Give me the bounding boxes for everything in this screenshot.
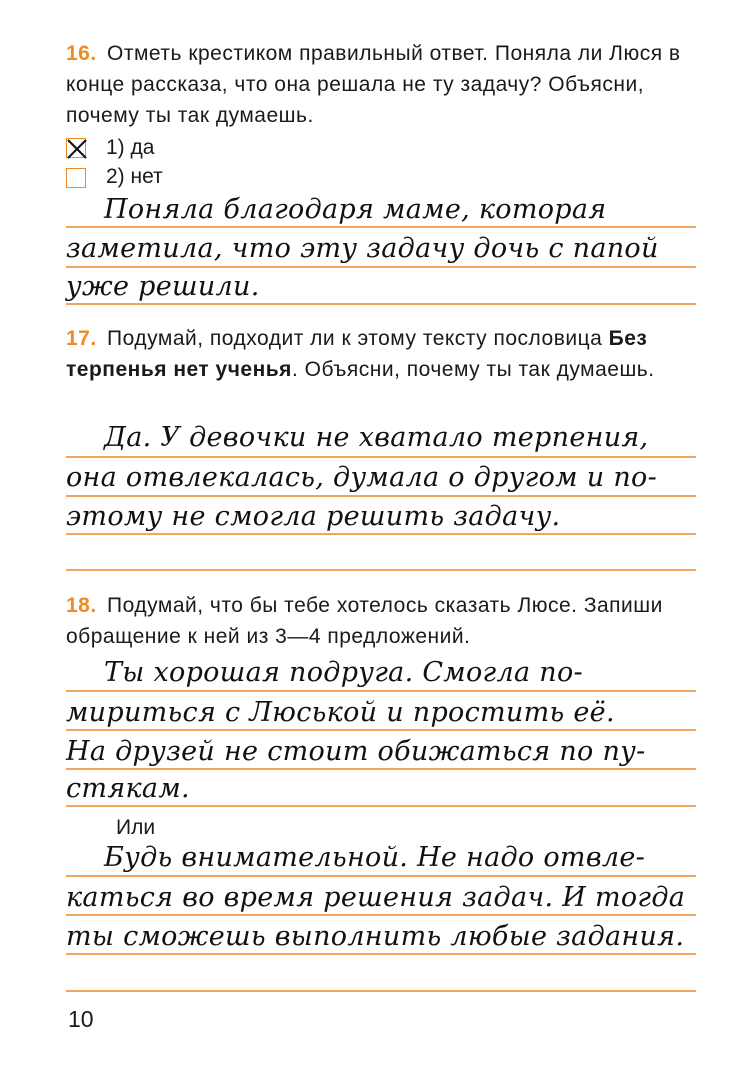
handwritten-answer-line: она отвлекалась, думала о другом и по- — [66, 462, 657, 493]
task-number: 18. — [66, 594, 97, 617]
task-text: Подумай, подходит ли к этому тексту пословица — [107, 327, 603, 350]
proverb-text: Без терпенья нет ученья — [66, 327, 648, 381]
writing-line — [66, 456, 696, 458]
writing-line — [66, 805, 696, 807]
option-2-checkbox[interactable] — [66, 168, 86, 188]
handwritten-answer-line: Будь внимательной. Не надо отвле- — [104, 842, 646, 873]
task-number: 17. — [66, 327, 97, 350]
handwritten-answer-line: каться во время решения задач. И тогда — [66, 882, 686, 913]
handwritten-answer-line: заметила, что эту задачу дочь с папой — [66, 233, 659, 264]
writing-line — [66, 226, 696, 228]
writing-line — [66, 495, 696, 497]
task-text: . Объясни, почему ты так думаешь. — [291, 358, 655, 381]
writing-line — [66, 569, 696, 571]
writing-line — [66, 990, 696, 992]
or-label: Или — [116, 816, 156, 839]
task-18-question — [66, 590, 696, 652]
writing-line — [66, 303, 696, 305]
task-number: 16. — [66, 42, 97, 65]
writing-line — [66, 875, 696, 877]
page-number: 10 — [68, 1006, 94, 1032]
option-1-label: 1) да — [106, 136, 155, 159]
writing-line — [66, 533, 696, 535]
option-1-checkbox[interactable] — [66, 138, 86, 158]
task-17-question — [66, 323, 696, 385]
handwritten-answer-line: Да. У девочки не хватало терпения, — [104, 422, 649, 453]
handwritten-answer-line: Ты хорошая подруга. Смогла по- — [104, 657, 583, 688]
cross-mark-icon — [65, 137, 89, 161]
option-2-label: 2) нет — [106, 165, 163, 188]
handwritten-answer-line: мириться с Люськой и простить её. — [66, 697, 615, 728]
handwritten-answer-line: уже решили. — [66, 271, 260, 302]
writing-line — [66, 690, 696, 692]
task-text: Отметь крестиком правильный ответ. Поняла ли Люся в конце рассказа, что она решала не ту задачу? Объясни, почему ты так думаешь. — [66, 42, 681, 127]
handwritten-answer-line: стякам. — [66, 773, 190, 804]
writing-line — [66, 729, 696, 731]
handwritten-answer-line: этому не смогла решить задачу. — [66, 501, 561, 532]
task-16-question — [66, 38, 696, 131]
handwritten-answer-line: На друзей не стоит обижаться по пу- — [66, 736, 646, 767]
handwritten-answer-line: ты сможешь выполнить любые задания. — [66, 921, 685, 952]
task-text: Подумай, что бы тебе хотелось сказать Люсе. Запиши обращение к ней из 3—4 предложений. — [66, 594, 663, 648]
handwritten-answer-line: Поняла благодаря маме, которая — [104, 194, 607, 225]
writing-line — [66, 953, 696, 955]
writing-line — [66, 914, 696, 916]
writing-line — [66, 266, 696, 268]
writing-line — [66, 768, 696, 770]
